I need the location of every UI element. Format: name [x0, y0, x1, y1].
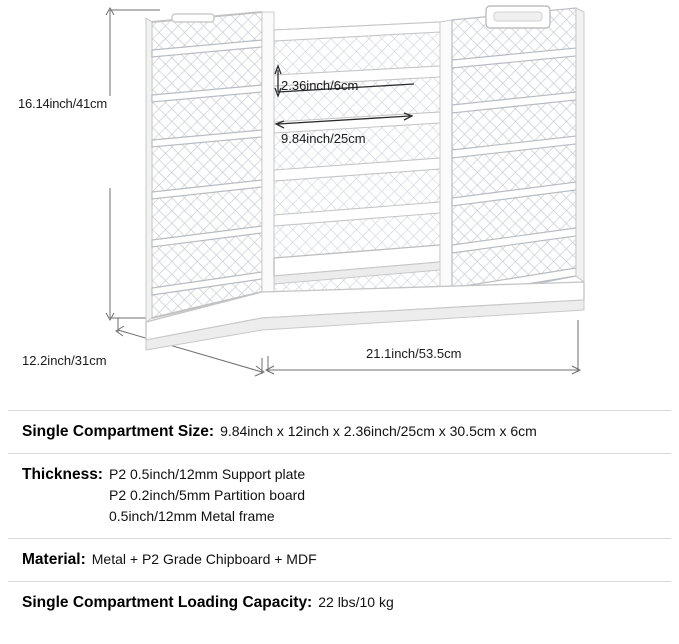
spec-row-loading-capacity [8, 582, 671, 624]
spec-label-thickness: Thickness: [22, 466, 103, 483]
spec-label-material: Material: [22, 551, 86, 568]
dimension-depth-label: 12.2inch/31cm [22, 353, 107, 368]
spec-value-thickness [109, 464, 305, 527]
dimension-width-label: 21.1inch/53.5cm [366, 346, 462, 361]
spec-row-thickness [8, 454, 671, 539]
spec-value-line: 0.5inch/12mm Metal frame [108, 508, 275, 524]
specifications-table [8, 410, 671, 624]
spec-value-compartment-size [220, 421, 537, 442]
dimension-height-label: 16.14inch/41cm [18, 96, 107, 111]
spec-label-loading-capacity: Single Compartment Loading Capacity: [22, 594, 313, 611]
spec-row-compartment-size [8, 411, 671, 454]
compartment-width-label: 9.84inch/25cm [281, 131, 366, 146]
spec-row-material [8, 539, 671, 582]
spec-value-line: 22 lbs/10 kg [318, 594, 394, 610]
compartment-depth-label: 2.36inch/6cm [281, 78, 359, 93]
spec-value-loading-capacity [318, 592, 394, 613]
spec-value-line: P2 0.2inch/5mm Partition board [108, 487, 306, 503]
spec-value-line: Metal + P2 Grade Chipboard + MDF [91, 551, 317, 567]
spec-value-material [92, 549, 317, 570]
spec-value-line: 9.84inch x 12inch x 2.36inch/25cm x 30.5cm x 6cm [220, 423, 537, 439]
spec-label-compartment-size: Single Compartment Size: [22, 423, 215, 440]
spec-value-line: P2 0.5inch/12mm Support plate [108, 466, 306, 482]
